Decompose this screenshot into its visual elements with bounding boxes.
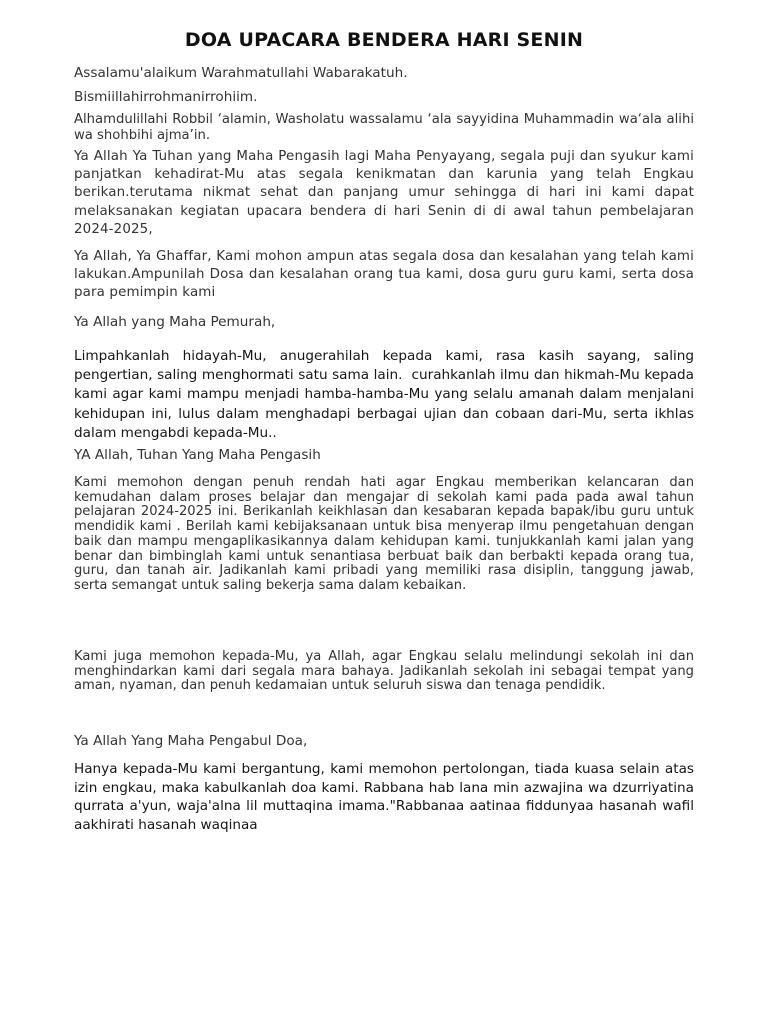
greeting-salam: Assalamu'alaikum Warahmatullahi Wabarakatuh. <box>74 65 408 81</box>
penutup-paragraph: Hanya kepada-Mu kami bergantung, kami memohon pertolongan, tiada kuasa selain atas izin engkau, maka kabulkanlah doa kami. Rabbana hab lana min azwajina wa dzurriyatina qurrata a'yun, waja'alna lil muttaqina imama."Rabbanaa aatinaa fiddunyaa hasanah wafil aakhirati hasanah waqinaa <box>74 761 694 833</box>
syukur-paragraph: Ya Allah Ya Tuhan yang Maha Pengasih lagi Maha Penyayang, segala puji dan syukur kami panjatkan kehadirat-Mu atas segala kenikmatan dan karunia yang telah Engkau berikan.terutama nikmat sehat dan panjang umur sehingga di hari ini kami dapat melaksanakan kegiatan upacara bendera di hari Senin di di awal tahun pembelajaran 2024-2025, <box>74 149 694 237</box>
belajar-paragraph: Kami memohon dengan penuh rendah hati agar Engkau memberikan kelancaran dan kemudahan dalam proses belajar dan mengajar di sekolah kami pada pada awal tahun pelajaran 2024-2025 ini. Berikanlah keikhlasan dan kesabaran kepada bapak/ibu guru untuk mendidik kami . Berilah kami kebijaksanaan untuk bisa menyerap ilmu pengetahuan dengan baik dan mampu mengaplikasikannya dalam kehidupan kami. tunjukkanlah kami jalan yang benar dan bimbinglah kami untuk senantiasa berbuat baik dan berbakti kepada orang tua, guru, dan tanah air. Jadikanlah kami pribadi yang memiliki rasa disiplin, tanggung jawab, serta semangat untuk saling bekerja sama dalam kebaikan. <box>74 475 694 593</box>
limpahkan-part-b: curahkanlah ilmu dan hikmah-Mu kepada kami agar kami mampu menjadi hamba-hamba-Mu yang selalu amanah dalam menjalani kehidupan ini, lulus dalam menghadapi berbagai ujian dan cobaan dari-Mu, serta ikhlas dalam mengabdi kepada-Mu.. <box>74 367 694 441</box>
pengasih-heading: YA Allah, Tuhan Yang Maha Pengasih <box>74 447 321 463</box>
hamdalah-paragraph: Alhamdulillahi Robbil ‘alamin, Washolatu wassalamu ‘ala sayyidina Muhammadin wa‘ala alihi wa shohbihi ajma’in. <box>74 112 694 143</box>
limpahkan-paragraph <box>74 347 694 443</box>
page-title: DOA UPACARA BENDERA HARI SENIN <box>184 29 584 51</box>
limpahkan-part-a: Limpahkanlah hidayah-Mu, anugerahilah kepada kami, rasa kasih sayang, saling pengertian, saling menghormati satu sama lain. <box>74 348 694 384</box>
basmalah-line: Bismiillahirrohmanirrohiim. <box>74 89 258 105</box>
pemurah-heading: Ya Allah yang Maha Pemurah, <box>74 314 276 330</box>
lindungi-paragraph: Kami juga memohon kepada-Mu, ya Allah, agar Engkau selalu melindungi sekolah ini dan menghindarkan kami dari segala mara bahaya. Jadikanlah sekolah ini sebagai tempat yang aman, nyaman, dan penuh kedamaian untuk seluruh siswa dan tenaga pendidik. <box>74 649 694 694</box>
ampunan-paragraph: Ya Allah, Ya Ghaffar, Kami mohon ampun atas segala dosa dan kesalahan yang telah kami lakukan.Ampunilah Dosa dan kesalahan orang tua kami, dosa guru guru kami, serta dosa para pemimpin kami <box>74 249 694 301</box>
pengabul-heading: Ya Allah Yang Maha Pengabul Doa, <box>74 733 308 749</box>
